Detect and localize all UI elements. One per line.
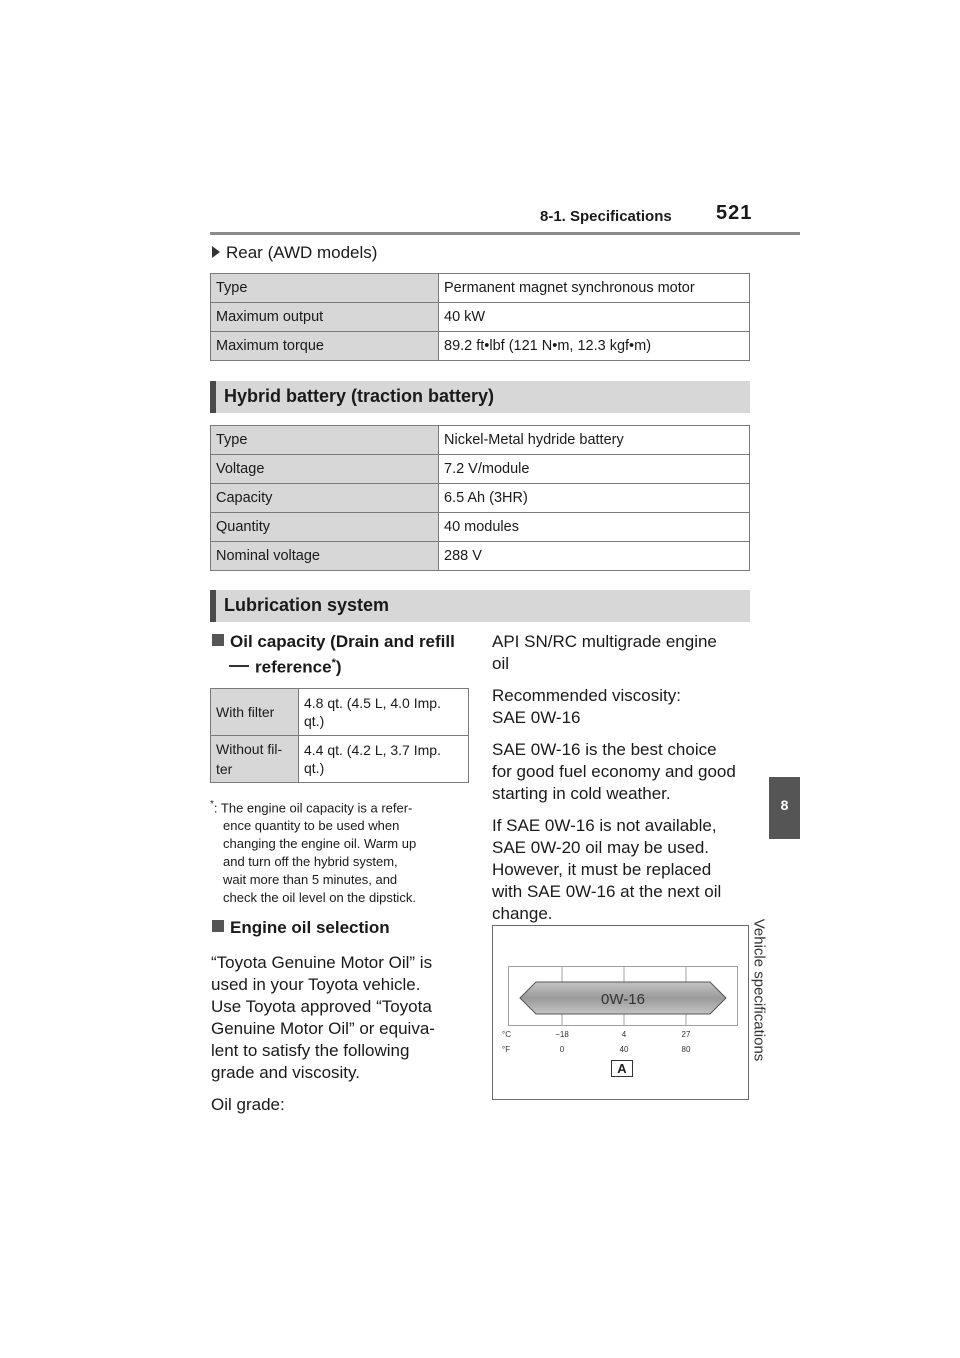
table-row	[211, 484, 750, 513]
footnote-line: check the oil level on the dipstick.	[223, 890, 416, 906]
table-row	[211, 426, 750, 455]
right-column-text	[492, 631, 736, 925]
celsius-tick: −18	[555, 1030, 569, 1039]
table-row	[211, 303, 750, 332]
rear-motor-title-text: Rear (AWD models)	[226, 243, 378, 262]
table-row	[211, 736, 469, 783]
rear-motor-title	[212, 243, 377, 263]
callout-label: A	[617, 1061, 627, 1076]
table-row	[211, 274, 750, 303]
chapter-number: 8	[780, 797, 789, 813]
body-line: oil	[492, 654, 510, 673]
key-line: Without fil-	[216, 741, 283, 757]
table-key: With filter	[211, 689, 299, 736]
oil-capacity-title-line2: reference	[255, 657, 332, 677]
table-key	[211, 736, 299, 783]
value-line: qt.)	[304, 713, 325, 729]
oil-selection-body	[211, 952, 435, 1116]
body-line: lent to satisfy the following	[211, 1041, 410, 1060]
body-line: SAE 0W-20 oil may be used.	[492, 838, 710, 857]
celsius-unit: °C	[502, 1030, 511, 1039]
table-value: 7.2 V/module	[439, 455, 750, 484]
footnote-line: changing the engine oil. Warm up	[223, 836, 417, 852]
footnote-line: ence quantity to be used when	[223, 818, 400, 834]
table-key: Maximum torque	[211, 332, 439, 361]
fahrenheit-tick: 80	[681, 1045, 691, 1054]
table-value: Permanent magnet synchronous motor	[439, 274, 750, 303]
table-key: Quantity	[211, 513, 439, 542]
table-value	[299, 736, 469, 783]
header-rule	[210, 232, 800, 235]
oil-capacity-title-2	[229, 657, 342, 678]
celsius-tick: 4	[621, 1030, 627, 1039]
table-value: 89.2 ft•lbf (121 N•m, 12.3 kgf•m)	[439, 332, 750, 361]
heading-bar	[210, 381, 216, 413]
fahrenheit-tick: 40	[619, 1045, 629, 1054]
battery-heading-text: Hybrid battery (traction battery)	[224, 386, 495, 406]
value-line: 4.8 qt. (4.5 L, 4.0 Imp.	[304, 695, 441, 711]
oil-capacity-table	[210, 688, 469, 783]
body-line: change.	[492, 904, 553, 923]
oil-grade-label: Oil grade:	[211, 1095, 285, 1114]
table-value: 6.5 Ah (3HR)	[439, 484, 750, 513]
triangle-bullet-icon	[212, 246, 220, 258]
battery-heading	[210, 381, 750, 413]
body-line: Recommended viscosity:	[492, 686, 681, 705]
table-row	[211, 542, 750, 571]
table-key: Voltage	[211, 455, 439, 484]
value-line: 4.4 qt. (4.2 L, 3.7 Imp.	[304, 742, 441, 758]
celsius-tick: 27	[681, 1030, 691, 1039]
body-line: Genuine Motor Oil” or equiva-	[211, 1019, 435, 1038]
section-title: 8-1. Specifications	[540, 208, 672, 225]
fahrenheit-unit: °F	[502, 1045, 511, 1054]
body-line: for good fuel economy and good	[492, 762, 736, 781]
viscosity-diagram	[492, 925, 749, 1100]
footnote	[210, 796, 416, 907]
square-bullet-icon	[212, 920, 224, 932]
chapter-label-text: Vehicle specifications	[750, 918, 768, 1062]
body-line: If SAE 0W-16 is not available,	[492, 816, 717, 835]
lubrication-heading	[210, 590, 750, 622]
body-line: “Toyota Genuine Motor Oil” is	[211, 953, 433, 972]
square-bullet-icon	[212, 634, 224, 646]
body-line: SAE 0W-16	[492, 708, 581, 727]
footnote-line: and turn off the hybrid system,	[223, 854, 398, 870]
fahrenheit-tick: 0	[559, 1045, 565, 1054]
body-line: with SAE 0W-16 at the next oil	[492, 882, 722, 901]
footnote-line	[210, 796, 416, 817]
oil-selection-title-text: Engine oil selection	[230, 918, 390, 937]
rear-motor-table	[210, 273, 750, 361]
table-key: Maximum output	[211, 303, 439, 332]
oil-capacity-title-line1: Oil capacity (Drain and refill	[230, 632, 455, 651]
body-line: Use Toyota approved “Toyota	[211, 997, 432, 1016]
footnote-line: wait more than 5 minutes, and	[223, 872, 398, 888]
table-value	[299, 689, 469, 736]
body-line: SAE 0W-16 is the best choice	[492, 740, 717, 759]
value-line: qt.)	[304, 760, 325, 776]
oil-capacity-title	[212, 632, 455, 652]
heading-bar	[210, 590, 216, 622]
table-key: Nominal voltage	[211, 542, 439, 571]
key-line: ter	[216, 761, 233, 777]
asterisk: *	[210, 799, 214, 810]
asterisk: *	[331, 657, 336, 669]
lubrication-heading-text: Lubrication system	[224, 595, 390, 615]
table-key: Capacity	[211, 484, 439, 513]
body-line: However, it must be replaced	[492, 860, 712, 879]
viscosity-band-label: 0W-16	[601, 991, 645, 1008]
table-key: Type	[211, 426, 439, 455]
body-line: grade and viscosity.	[211, 1063, 360, 1082]
table-value: 40 kW	[439, 303, 750, 332]
footnote-text: : The engine oil capacity is a refer-	[213, 800, 413, 816]
table-row	[211, 332, 750, 361]
body-line: API SN/RC multigrade engine	[492, 632, 717, 651]
page-number: 521	[716, 202, 753, 224]
body-line: starting in cold weather.	[492, 784, 671, 803]
oil-selection-title	[212, 918, 390, 938]
dash-icon	[229, 665, 249, 667]
table-key: Type	[211, 274, 439, 303]
close-paren: )	[335, 657, 342, 677]
table-value: 288 V	[439, 542, 750, 571]
table-row	[211, 513, 750, 542]
body-line: used in your Toyota vehicle.	[211, 975, 421, 994]
battery-table	[210, 425, 750, 571]
table-row	[211, 689, 469, 736]
table-value: Nickel-Metal hydride battery	[439, 426, 750, 455]
table-row	[211, 455, 750, 484]
table-value: 40 modules	[439, 513, 750, 542]
